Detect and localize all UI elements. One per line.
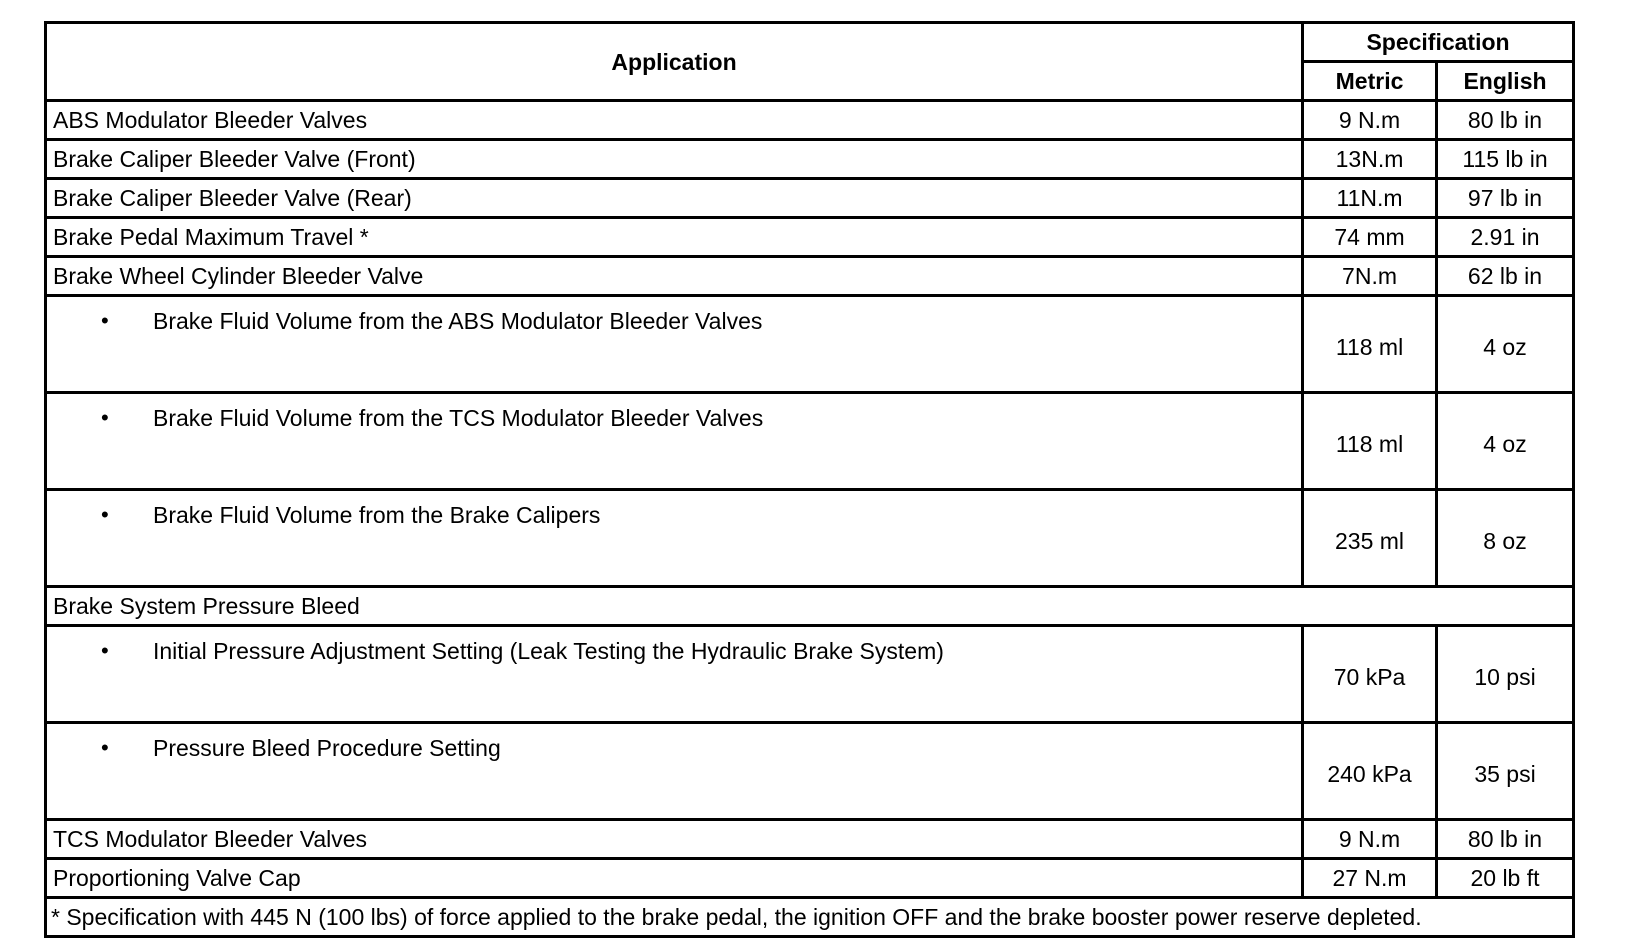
table-row	[46, 140, 1574, 179]
application-cell	[46, 626, 1303, 723]
table-row	[46, 626, 1574, 723]
application-cell	[46, 393, 1303, 490]
application-cell	[46, 490, 1303, 587]
metric-cell: 9 N.m	[1303, 820, 1437, 859]
table-section-row	[46, 587, 1574, 626]
bullet-icon: •	[101, 735, 109, 760]
application-cell: Brake Wheel Cylinder Bleeder Valve	[46, 257, 1303, 296]
specification-body	[46, 101, 1574, 898]
english-cell: 4 oz	[1437, 296, 1574, 393]
metric-cell: 13N.m	[1303, 140, 1437, 179]
application-text: Initial Pressure Adjustment Setting (Leak Testing the Hydraulic Brake System)	[153, 638, 944, 664]
application-text: Pressure Bleed Procedure Setting	[153, 735, 501, 761]
application-cell: Brake System Pressure Bleed	[46, 587, 1574, 626]
table-row	[46, 723, 1574, 820]
application-text: Brake Fluid Volume from the TCS Modulator Bleeder Valves	[153, 405, 764, 431]
bullet-icon: •	[101, 308, 109, 333]
metric-cell: 7N.m	[1303, 257, 1437, 296]
english-cell: 8 oz	[1437, 490, 1574, 587]
metric-cell: 118 ml	[1303, 393, 1437, 490]
english-cell: 35 psi	[1437, 723, 1574, 820]
bullet-icon: •	[101, 638, 109, 663]
table-row	[46, 490, 1574, 587]
metric-cell: 9 N.m	[1303, 101, 1437, 140]
metric-cell: 118 ml	[1303, 296, 1437, 393]
bullet-icon: •	[101, 405, 109, 430]
application-cell	[46, 296, 1303, 393]
english-cell: 20 lb ft	[1437, 859, 1574, 898]
metric-cell: 27 N.m	[1303, 859, 1437, 898]
application-cell: ABS Modulator Bleeder Valves	[46, 101, 1303, 140]
english-cell: 115 lb in	[1437, 140, 1574, 179]
english-cell: 80 lb in	[1437, 820, 1574, 859]
english-cell: 80 lb in	[1437, 101, 1574, 140]
metric-cell: 235 ml	[1303, 490, 1437, 587]
application-text: Brake Fluid Volume from the ABS Modulator Bleeder Valves	[153, 308, 763, 334]
specification-table	[44, 21, 1575, 938]
table-row	[46, 296, 1574, 393]
table-row	[46, 393, 1574, 490]
table-row	[46, 179, 1574, 218]
english-cell: 4 oz	[1437, 393, 1574, 490]
application-text: Brake Fluid Volume from the Brake Calipers	[153, 502, 601, 528]
metric-header: Metric	[1303, 62, 1437, 101]
english-cell: 97 lb in	[1437, 179, 1574, 218]
bullet-icon: •	[101, 502, 109, 527]
table-row	[46, 257, 1574, 296]
application-cell	[46, 723, 1303, 820]
english-cell: 62 lb in	[1437, 257, 1574, 296]
metric-cell: 70 kPa	[1303, 626, 1437, 723]
application-cell: Brake Caliper Bleeder Valve (Front)	[46, 140, 1303, 179]
application-cell: TCS Modulator Bleeder Valves	[46, 820, 1303, 859]
application-cell: Proportioning Valve Cap	[46, 859, 1303, 898]
english-cell: 2.91 in	[1437, 218, 1574, 257]
english-cell: 10 psi	[1437, 626, 1574, 723]
table-row	[46, 101, 1574, 140]
specification-header: Specification	[1303, 23, 1574, 62]
application-cell: Brake Caliper Bleeder Valve (Rear)	[46, 179, 1303, 218]
footnote: * Specification with 445 N (100 lbs) of force applied to the brake pedal, the ignition OFF and the brake booster power reserve depleted.	[46, 898, 1574, 937]
metric-cell: 11N.m	[1303, 179, 1437, 218]
table-row	[46, 820, 1574, 859]
application-header: Application	[46, 23, 1303, 101]
english-header: English	[1437, 62, 1574, 101]
metric-cell: 74 mm	[1303, 218, 1437, 257]
table-row	[46, 218, 1574, 257]
application-cell: Brake Pedal Maximum Travel *	[46, 218, 1303, 257]
metric-cell: 240 kPa	[1303, 723, 1437, 820]
table-row	[46, 859, 1574, 898]
